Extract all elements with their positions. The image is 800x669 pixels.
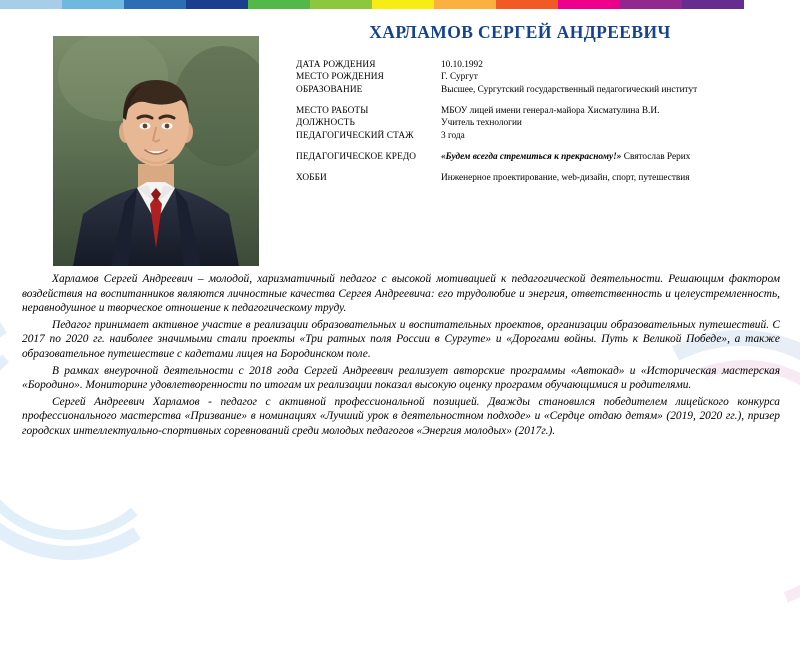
info-label: ОБРАЗОВАНИЕ [296,84,363,95]
spacer-cell [441,164,788,173]
decorative-color-bar [0,0,800,9]
color-bar-segment-10 [620,0,682,9]
body-text [22,272,780,441]
color-bar-segment-1 [62,0,124,9]
color-bar-segment-4 [248,0,310,9]
paragraph: В рамках внеурочной деятельности с 2018 года Сергей Андреевич реализует авторские программы «Автокад» и «Историческая мастерская «Бородино». Мониторинг удовлетворенности по итогам их реализации показал высокую оценку программ обучающимися и родителями. [22,364,780,392]
portrait-illustration [53,36,259,266]
info-table-body [296,60,788,186]
info-table [296,60,788,186]
info-value: Г. Сургут [441,72,478,83]
info-label: ДАТА РОЖДЕНИЯ [296,60,376,70]
info-value: 3 года [441,130,465,141]
spacer-cell [296,143,441,152]
table-row [296,152,788,164]
info-value: Учитель технологии [441,118,522,129]
info-label: ПЕДАГОГИЧЕСКИЙ СТАЖ [296,130,414,141]
spacer-cell [296,164,441,173]
table-row [296,85,788,97]
paragraph: Педагог принимает активное участие в реализации образовательных и воспитательных проектов, организации образовательных путешествий. С 2017 по 2020 гг. наиболее значимыми стали проекты «Три ратных поля России в Сургуте» и «Дорогами войны. Путь к Великой Победе», а также образовательное путешествие с кадетами лицея на Бородинском поле. [22,318,780,360]
info-label: МЕСТО РОЖДЕНИЯ [296,72,384,83]
color-bar-segment-8 [496,0,558,9]
color-bar-segment-2 [124,0,186,9]
table-row-spacer [296,143,788,152]
color-bar-segment-11 [682,0,744,9]
paragraph: Сергей Андреевич Харламов - педагог с активной профессиональной позицией. Дважды становился победителем лицейского конкурса профессионального мастерства «Призвание» в номинациях «Лучший урок в деятельностном подходе» и «Сердце отдаю детям» (2019, 2020 гг.), призер городских интеллектуально-спортивных соревнований среди молодых педагогов «Энергия молодых» (2017г.). [22,395,780,437]
table-row [296,131,788,143]
table-row-spacer [296,164,788,173]
page-title: ХАРЛАМОВ СЕРГЕЙ АНДРЕЕВИЧ [369,22,671,42]
table-row [296,60,788,72]
credo-author: Святослав Рерих [621,151,691,162]
color-bar-segment-7 [434,0,496,9]
color-bar-segment-12 [744,0,800,9]
info-label: ДОЛЖНОСТЬ [296,118,355,129]
table-row [296,118,788,130]
spacer-cell [441,97,788,106]
info-value: Высшее, Сургутский государственный педагогический институт [441,84,698,95]
credo-quote: «Будем всегда стремиться к прекрасному!» [441,151,622,162]
info-value: Инженерное проектирование, web-дизайн, спорт, путешествия [441,173,690,184]
info-value: МБОУ лицей имени генерал-майора Хисматулина В.И. [441,105,660,116]
portrait-photo [53,36,259,266]
color-bar-segment-9 [558,0,620,9]
info-label: ПЕДАГОГИЧЕСКОЕ КРЕДО [296,151,417,162]
spacer-cell [441,143,788,152]
spacer-cell [296,97,441,106]
table-row [296,72,788,84]
color-bar-segment-6 [372,0,434,9]
info-label: ХОББИ [296,173,327,184]
color-bar-segment-3 [186,0,248,9]
paragraph: Харламов Сергей Андреевич – молодой, харизматичный педагог с высокой мотивацией к педагогической деятельности. Решающим фактором воздействия на воспитанников являются личностные качества Сергея Андреевича: его трудолюбие и энергия, ответственность и целеустремленность, неравнодушное и творческое отношение к педагогическому труду. [22,273,780,315]
table-row [296,106,788,118]
info-label: МЕСТО РАБОТЫ [296,105,369,116]
table-row [296,173,788,185]
color-bar-segment-0 [0,0,62,9]
table-row-spacer [296,97,788,106]
info-value: 10.10.1992 [441,60,483,70]
info-value-credo [441,152,788,164]
color-bar-segment-5 [310,0,372,9]
